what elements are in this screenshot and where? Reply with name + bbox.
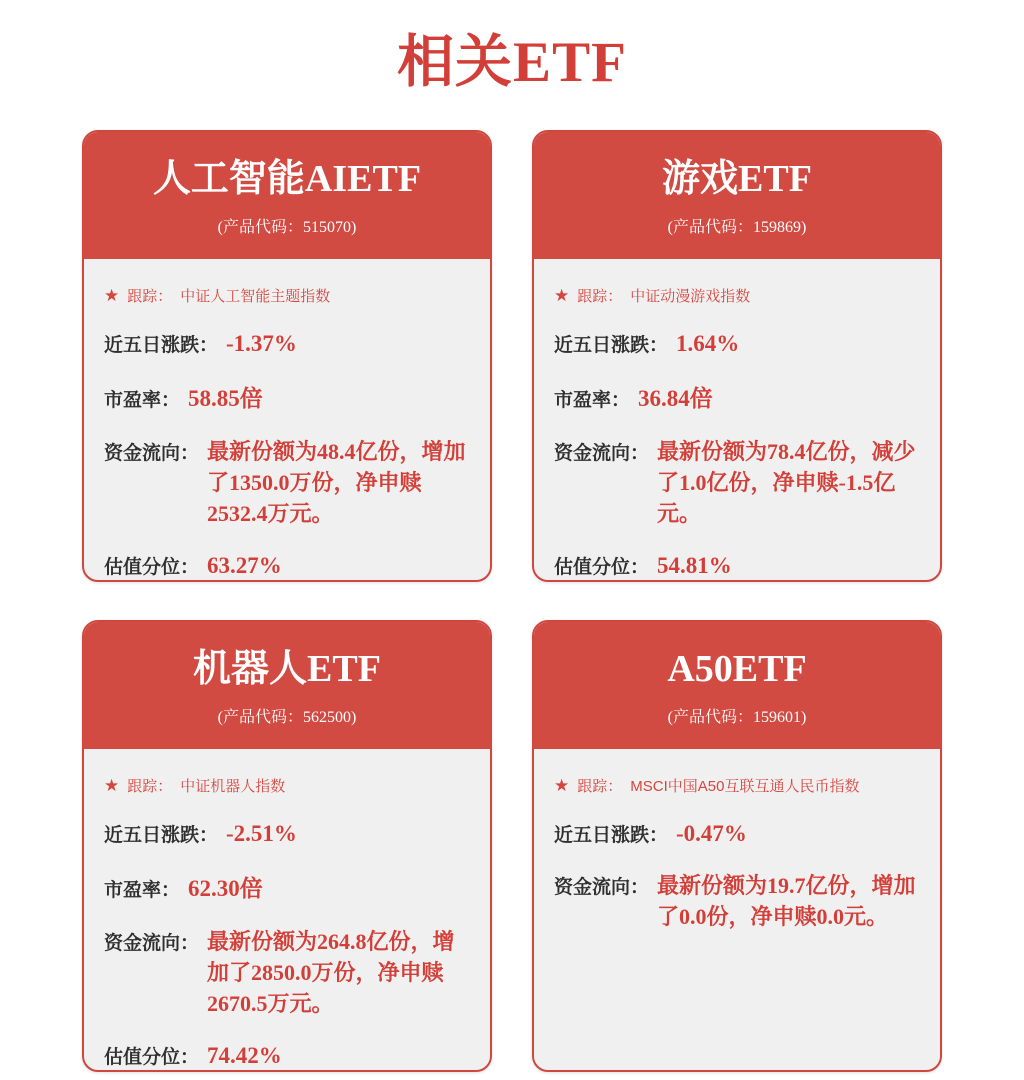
fund-flow-row bbox=[554, 436, 920, 530]
etf-cards-grid bbox=[82, 130, 942, 1072]
etf-product-code: (产品代码：562500) bbox=[217, 708, 357, 726]
valuation-row bbox=[554, 552, 920, 579]
valuation-label: 估值分位： bbox=[104, 557, 200, 579]
fund-flow-value: 最新份额为19.7亿份，增加了0.0份，净申赎0.0元。 bbox=[657, 872, 916, 929]
five-day-change-row bbox=[104, 330, 470, 357]
valuation-label: 估值分位： bbox=[554, 557, 650, 579]
track-index: 中证机器人指数 bbox=[180, 777, 286, 795]
pe-ratio-value: 62.30倍 bbox=[188, 875, 263, 901]
etf-product-code: (产品代码：515070) bbox=[217, 218, 357, 236]
fund-flow-value: 最新份额为78.4亿份，减少了1.0亿份，净申赎-1.5亿元。 bbox=[657, 438, 916, 527]
card-header bbox=[84, 132, 490, 259]
etf-card-robot bbox=[82, 620, 492, 1072]
valuation-row bbox=[104, 1042, 470, 1069]
track-index: MSCI中国A50互联互通人民币指数 bbox=[630, 777, 860, 795]
track-index: 中证动漫游戏指数 bbox=[630, 287, 751, 305]
track-label: 跟踪： bbox=[577, 287, 623, 305]
card-header bbox=[84, 622, 490, 749]
valuation-label: 估值分位： bbox=[104, 1047, 200, 1069]
five-day-change-row bbox=[104, 820, 470, 847]
pe-ratio-label: 市盈率： bbox=[104, 879, 181, 901]
etf-product-code: (产品代码：159601) bbox=[667, 708, 807, 726]
five-day-change-value: -1.37% bbox=[226, 330, 297, 356]
card-body bbox=[84, 749, 490, 1072]
five-day-change-row bbox=[554, 820, 920, 847]
fund-flow-row bbox=[104, 436, 470, 530]
star-icon: ★ bbox=[104, 285, 120, 305]
pe-ratio-label: 市盈率： bbox=[554, 389, 631, 411]
five-day-change-value: 1.64% bbox=[676, 330, 740, 356]
etf-title: 游戏ETF bbox=[662, 158, 812, 200]
fund-flow-label: 资金流向： bbox=[104, 932, 200, 954]
fund-flow-label: 资金流向： bbox=[554, 442, 650, 464]
valuation-value: 63.27% bbox=[207, 553, 282, 579]
pe-ratio-value: 36.84倍 bbox=[638, 385, 713, 411]
pe-ratio-row bbox=[104, 380, 470, 413]
card-header bbox=[534, 622, 940, 749]
card-header bbox=[534, 132, 940, 259]
fund-flow-value: 最新份额为264.8亿份，增加了2850.0万份，净申赎2670.5万元。 bbox=[207, 928, 455, 1017]
track-label: 跟踪： bbox=[577, 777, 623, 795]
etf-card-game bbox=[532, 130, 942, 582]
card-body bbox=[534, 749, 940, 1070]
valuation-row bbox=[104, 552, 470, 579]
fund-flow-label: 资金流向： bbox=[554, 876, 650, 898]
five-day-change-value: -2.51% bbox=[226, 820, 297, 846]
fund-flow-row bbox=[104, 926, 470, 1020]
page-title: 相关ETF bbox=[397, 31, 627, 94]
pe-ratio-row bbox=[104, 870, 470, 903]
track-row bbox=[104, 285, 470, 306]
etf-card-a50 bbox=[532, 620, 942, 1072]
fund-flow-row bbox=[554, 870, 920, 932]
etf-title: A50ETF bbox=[667, 648, 807, 690]
valuation-value: 54.81% bbox=[657, 553, 732, 579]
track-index: 中证人工智能主题指数 bbox=[180, 287, 331, 305]
star-icon: ★ bbox=[104, 775, 120, 795]
five-day-change-row bbox=[554, 330, 920, 357]
track-row bbox=[554, 285, 920, 306]
five-day-change-label: 近五日涨跌： bbox=[104, 334, 219, 356]
five-day-change-label: 近五日涨跌： bbox=[554, 334, 669, 356]
star-icon: ★ bbox=[554, 285, 570, 305]
card-body bbox=[84, 259, 490, 582]
etf-title: 人工智能AIETF bbox=[152, 158, 422, 200]
track-label: 跟踪： bbox=[127, 777, 173, 795]
valuation-value: 74.42% bbox=[207, 1043, 282, 1069]
pe-ratio-label: 市盈率： bbox=[104, 389, 181, 411]
pe-ratio-row bbox=[554, 380, 920, 413]
fund-flow-label: 资金流向： bbox=[104, 442, 200, 464]
star-icon: ★ bbox=[554, 775, 570, 795]
five-day-change-label: 近五日涨跌： bbox=[104, 824, 219, 846]
five-day-change-value: -0.47% bbox=[676, 820, 747, 846]
etf-title: 机器人ETF bbox=[193, 648, 381, 690]
five-day-change-label: 近五日涨跌： bbox=[554, 824, 669, 846]
card-body bbox=[534, 259, 940, 582]
track-row bbox=[104, 775, 470, 796]
etf-product-code: (产品代码：159869) bbox=[667, 218, 807, 236]
track-label: 跟踪： bbox=[127, 287, 173, 305]
fund-flow-value: 最新份额为48.4亿份，增加了1350.0万份，净申赎2532.4万元。 bbox=[207, 438, 466, 527]
etf-card-ai bbox=[82, 130, 492, 582]
track-row bbox=[554, 775, 920, 796]
pe-ratio-value: 58.85倍 bbox=[188, 385, 263, 411]
